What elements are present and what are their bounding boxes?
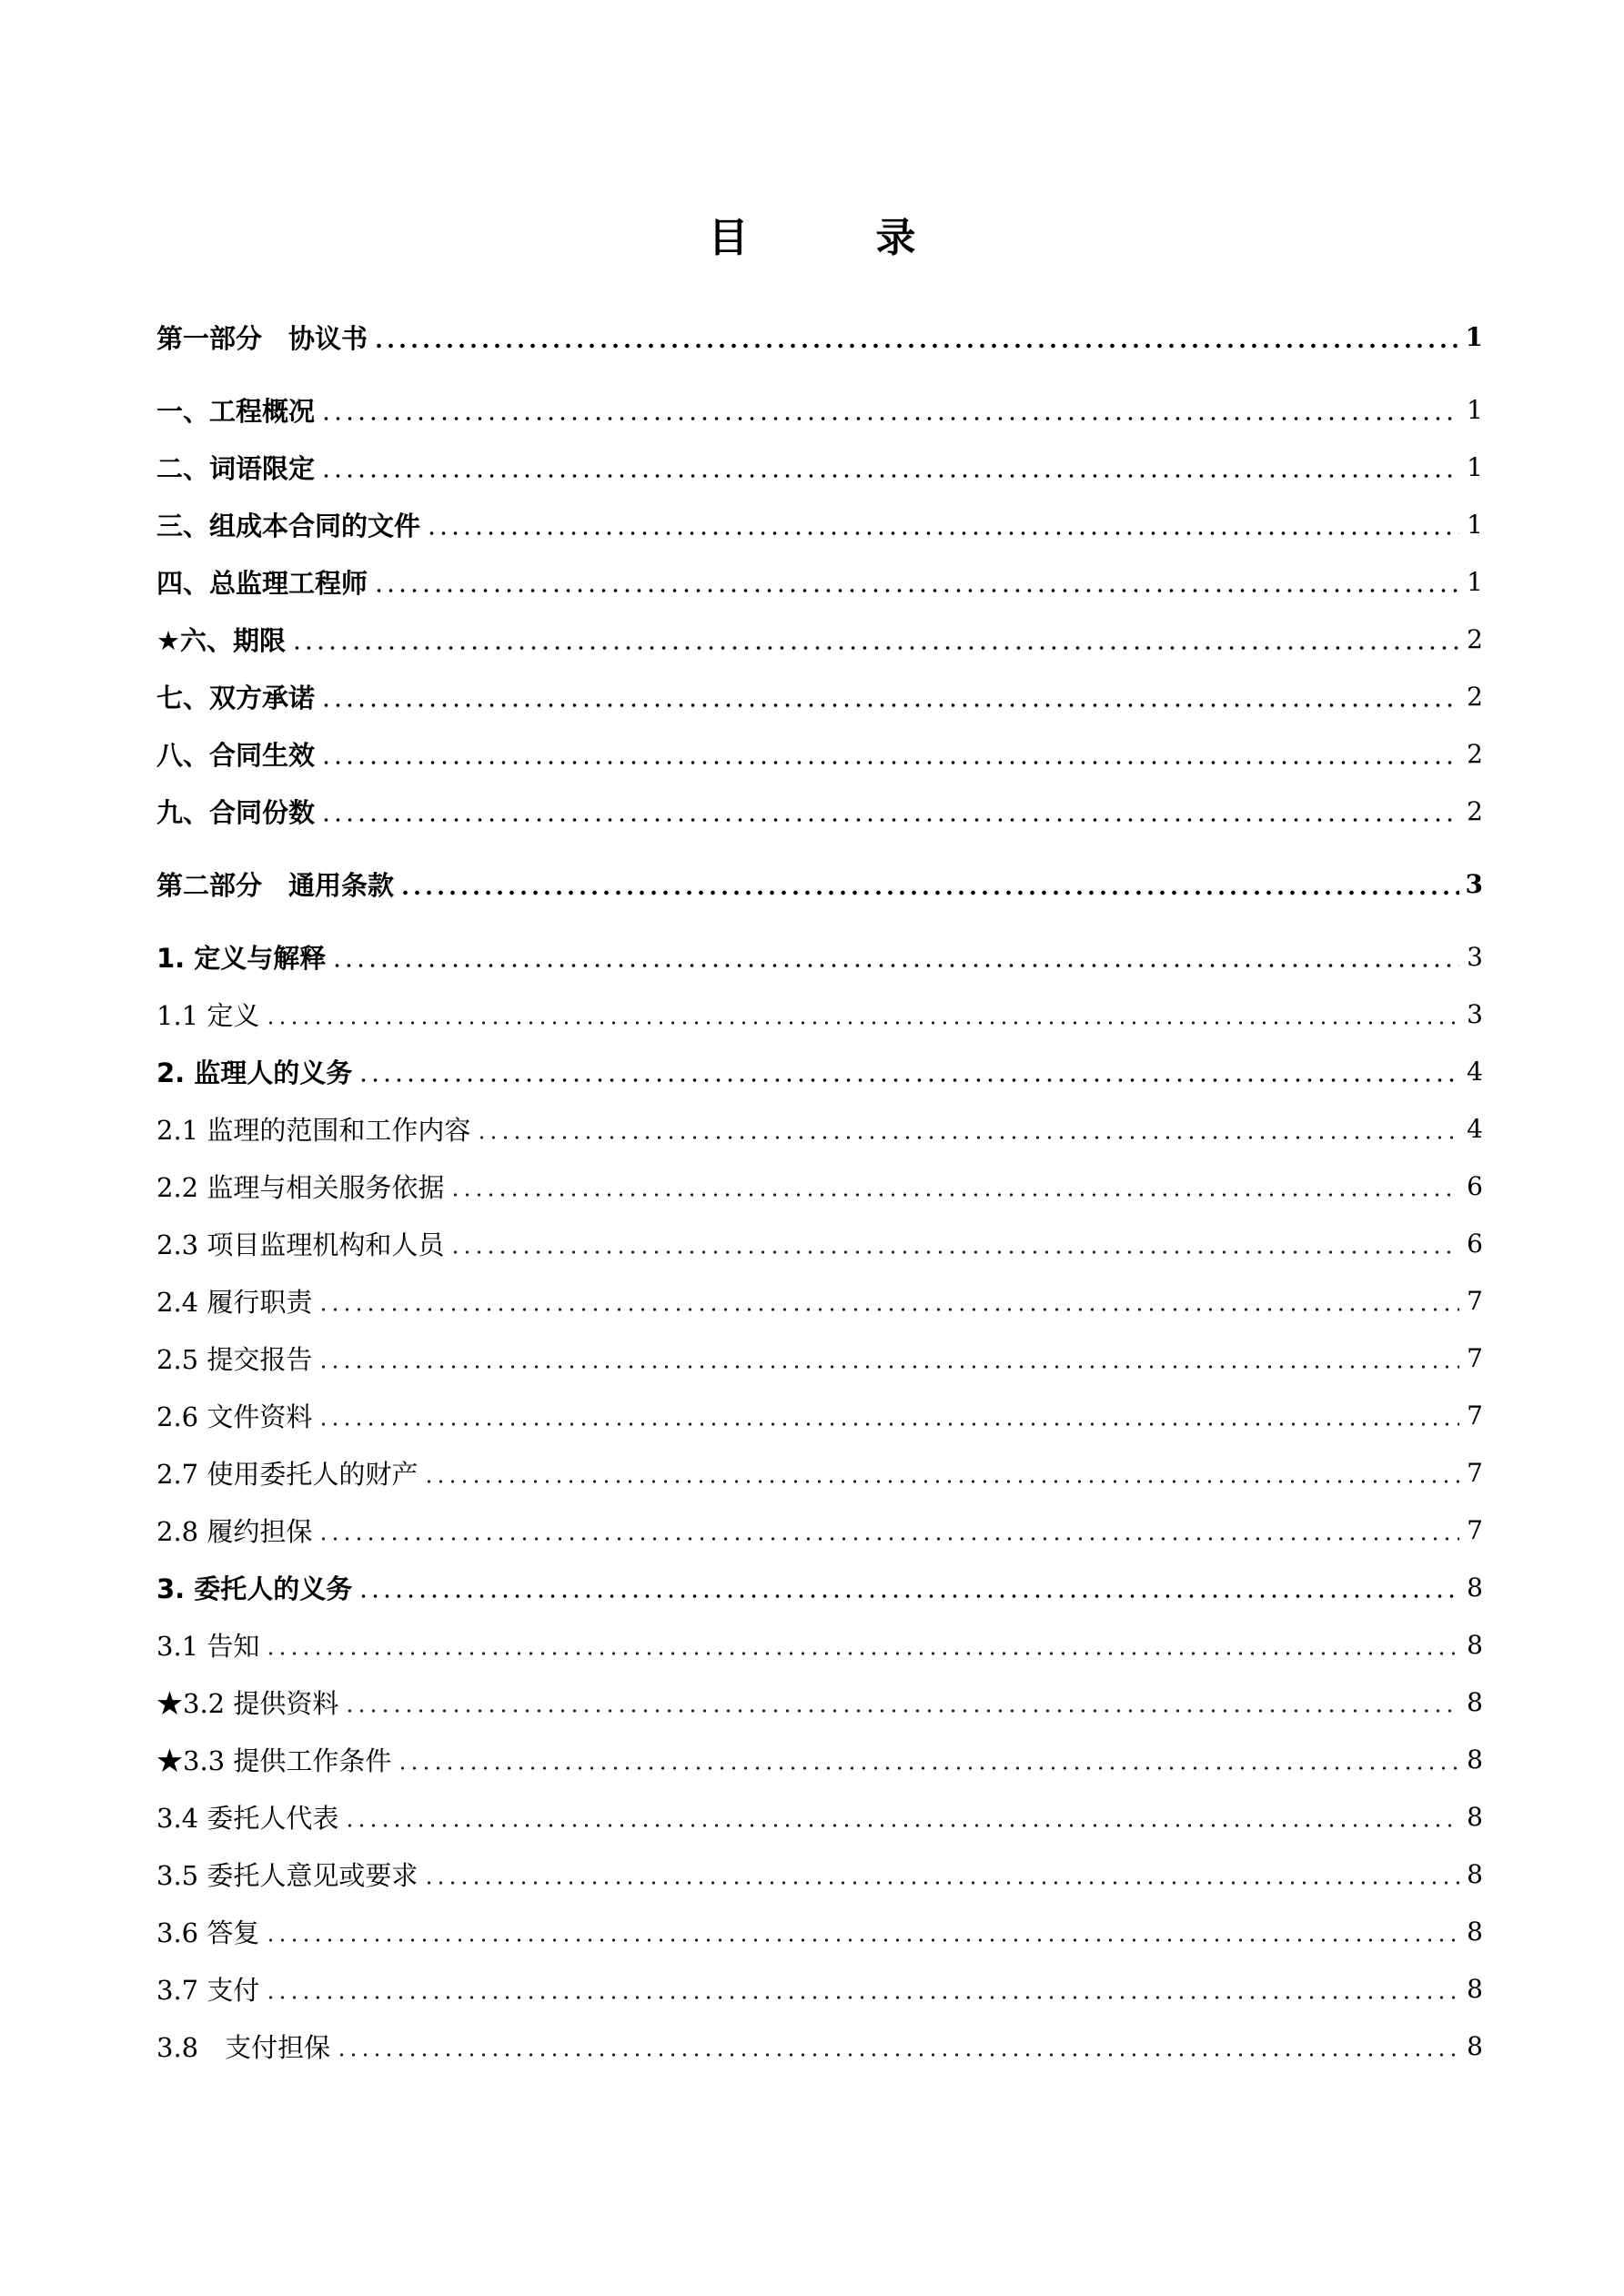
toc-entry-label: 九、合同份数 — [156, 796, 316, 828]
toc-entry-page: 8 — [1467, 1973, 1483, 2004]
toc-entry[interactable] — [156, 1798, 1483, 1835]
toc-entry-label: 四、总监理工程师 — [156, 567, 368, 599]
toc-entry-label: 2.2 监理与相关服务依据 — [156, 1171, 445, 1203]
dot-leader — [449, 1225, 1459, 1261]
dot-leader — [399, 865, 1459, 902]
toc-entry-page: 1 — [1467, 509, 1483, 540]
dot-leader — [318, 1397, 1459, 1433]
toc-entry-page: 8 — [1467, 1629, 1483, 1660]
dot-leader — [344, 1684, 1459, 1720]
dot-leader — [476, 1110, 1459, 1147]
toc-entry[interactable] — [156, 506, 1483, 542]
toc-entry-label: 3.7 支付 — [156, 1974, 260, 2006]
toc-entry[interactable] — [156, 1454, 1483, 1491]
toc-entry-page: 4 — [1467, 1113, 1483, 1144]
toc-entry-page: 2 — [1467, 738, 1483, 769]
dot-leader — [291, 621, 1459, 657]
toc-entry-label: ★六、期限 — [156, 624, 286, 656]
toc-entry-label: 2. 监理人的义务 — [156, 1057, 353, 1088]
dot-leader — [265, 996, 1459, 1032]
toc-entry[interactable] — [156, 793, 1483, 829]
toc-entry[interactable] — [156, 1397, 1483, 1433]
dot-leader — [336, 2028, 1459, 2064]
toc-entry-label: 2.7 使用委托人的财产 — [156, 1458, 419, 1490]
dot-leader — [373, 563, 1459, 600]
dot-leader — [426, 506, 1459, 542]
toc-entry-label: 1.1 定义 — [156, 999, 260, 1031]
toc-entry-page: 8 — [1467, 1686, 1483, 1717]
toc-entry-page: 7 — [1467, 1342, 1483, 1373]
toc-entry-label: 第一部分 协议书 — [156, 322, 368, 354]
toc-entry-label: 八、合同生效 — [156, 739, 316, 771]
toc-entry[interactable] — [156, 1512, 1483, 1548]
toc-entry-page: 8 — [1467, 2030, 1483, 2061]
toc-entry[interactable] — [156, 1913, 1483, 1949]
toc-entry-page: 8 — [1467, 1801, 1483, 1832]
toc-entry[interactable] — [156, 1053, 1483, 1089]
toc-entry-label: 1. 定义与解释 — [156, 942, 327, 974]
toc-entry-label: 3.6 答复 — [156, 1917, 260, 1948]
toc-entry-label: 2.5 提交报告 — [156, 1343, 313, 1375]
toc-entry-page: 1 — [1465, 321, 1483, 352]
dot-leader — [320, 735, 1459, 772]
toc-entry-label: 第二部分 通用条款 — [156, 869, 395, 901]
toc-entry[interactable] — [156, 621, 1483, 657]
toc-entry-label: 一、工程概况 — [156, 395, 316, 427]
toc-entry-label: 3. 委托人的义务 — [156, 1573, 353, 1604]
toc-entry-page: 7 — [1467, 1514, 1483, 1545]
toc-entry-label: 3.5 委托人意见或要求 — [156, 1859, 419, 1891]
dot-leader — [318, 1340, 1459, 1376]
page-title: 目 录 — [708, 215, 960, 261]
toc-entry-page: 3 — [1465, 868, 1483, 899]
toc-entry[interactable] — [156, 1340, 1483, 1376]
toc-entry[interactable] — [156, 1684, 1483, 1720]
toc-entry-label: 三、组成本合同的文件 — [156, 510, 421, 541]
toc-entry[interactable] — [156, 865, 1483, 902]
toc-entry[interactable] — [156, 563, 1483, 600]
dot-leader — [265, 1913, 1459, 1949]
toc-entry-label: 二、词语限定 — [156, 452, 316, 484]
toc-entry-label: 2.4 履行职责 — [156, 1286, 313, 1318]
dot-leader — [358, 1569, 1459, 1605]
toc-entry-page: 4 — [1467, 1056, 1483, 1087]
toc-entry-label: ★3.2 提供资料 — [156, 1687, 339, 1719]
toc-entry[interactable] — [156, 1282, 1483, 1319]
toc-entry[interactable] — [156, 1168, 1483, 1204]
toc-entry-page: 3 — [1467, 998, 1483, 1029]
toc-entry-page: 8 — [1467, 1744, 1483, 1775]
dot-leader — [265, 1626, 1459, 1663]
toc-entry-label: 3.8 支付担保 — [156, 2031, 331, 2063]
toc-entry-page: 2 — [1467, 681, 1483, 712]
toc-entry-page: 8 — [1467, 1572, 1483, 1603]
toc-entry-page: 8 — [1467, 1916, 1483, 1947]
dot-leader — [320, 449, 1459, 485]
toc-entry-page: 2 — [1467, 795, 1483, 826]
toc-entry[interactable] — [156, 996, 1483, 1032]
toc-entry-page: 6 — [1467, 1170, 1483, 1201]
dot-leader — [320, 391, 1459, 428]
toc-entry[interactable] — [156, 319, 1483, 355]
toc-entry[interactable] — [156, 678, 1483, 714]
toc-entry-label: 2.3 项目监理机构和人员 — [156, 1229, 445, 1260]
toc-entry-label: ★3.3 提供工作条件 — [156, 1745, 392, 1776]
dot-leader — [358, 1053, 1459, 1089]
toc-entry[interactable] — [156, 1856, 1483, 1892]
toc-entry-page: 1 — [1467, 566, 1483, 597]
toc-entry-label: 3.4 委托人代表 — [156, 1802, 339, 1834]
dot-leader — [318, 1512, 1459, 1548]
dot-leader — [373, 319, 1459, 355]
toc-entry-label: 2.8 履约担保 — [156, 1515, 313, 1547]
toc-entry-label: 2.6 文件资料 — [156, 1401, 313, 1432]
toc-entry-page: 7 — [1467, 1400, 1483, 1431]
toc-entry[interactable] — [156, 449, 1483, 485]
dot-leader — [265, 1970, 1459, 2007]
toc-entry[interactable] — [156, 391, 1483, 428]
dot-leader — [320, 678, 1459, 714]
dot-leader — [344, 1798, 1459, 1835]
toc-entry[interactable] — [156, 1626, 1483, 1663]
toc-entry-label: 2.1 监理的范围和工作内容 — [156, 1114, 471, 1146]
toc-entry[interactable] — [156, 1110, 1483, 1147]
toc-entry-page: 8 — [1467, 1858, 1483, 1889]
toc-entry-page: 1 — [1467, 394, 1483, 425]
dot-leader — [423, 1454, 1459, 1491]
toc-entry-page: 7 — [1467, 1457, 1483, 1488]
toc-entry-label: 七、双方承诺 — [156, 682, 316, 713]
toc-entry-label: 3.1 告知 — [156, 1630, 260, 1662]
dot-leader — [320, 793, 1459, 829]
toc-entry[interactable] — [156, 1225, 1483, 1261]
dot-leader — [331, 938, 1459, 975]
toc-entry[interactable] — [156, 2028, 1483, 2064]
dot-leader — [423, 1856, 1459, 1892]
dot-leader — [318, 1282, 1459, 1319]
toc-entry[interactable] — [156, 1970, 1483, 2007]
dot-leader — [449, 1168, 1459, 1204]
toc-entry-page: 7 — [1467, 1285, 1483, 1316]
dot-leader — [397, 1741, 1459, 1777]
toc-entry[interactable] — [156, 1569, 1483, 1605]
toc-entry-page: 3 — [1467, 941, 1483, 972]
toc-entry-page: 1 — [1467, 451, 1483, 482]
toc-entry[interactable] — [156, 735, 1483, 772]
toc-entry-page: 6 — [1467, 1228, 1483, 1259]
toc-entry[interactable] — [156, 938, 1483, 975]
toc-entry-page: 2 — [1467, 623, 1483, 654]
toc-entry[interactable] — [156, 1741, 1483, 1777]
